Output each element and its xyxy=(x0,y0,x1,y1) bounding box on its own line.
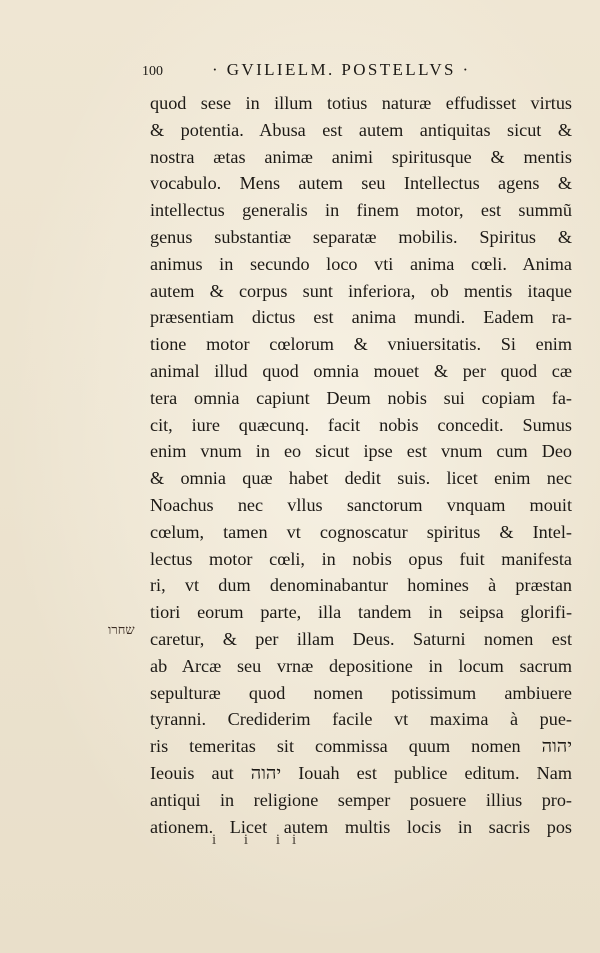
text-line: cit, iure quæcunq. facit nobis concedit. Sumus xyxy=(150,414,572,435)
text-line: nostra ætas animæ animi spiritusque & mentis xyxy=(150,146,572,167)
page-number: 100 xyxy=(142,64,163,79)
text-line: & omnia quæ habet dedit suis. licet enim nec xyxy=(150,468,572,489)
text-line: cœlum, tamen vt cognoscatur spiritus & Intel- xyxy=(150,521,572,542)
text-line: tiori eorum parte, illa tandem in seipsa glorifi- xyxy=(150,602,572,623)
text-line: tyranni. Crediderim facile vt maxima à pue- xyxy=(150,709,572,730)
text-line: intellectus generalis in finem motor, est summũ xyxy=(150,200,572,221)
text-line: vocabulo. Mens autem seu Intellectus agens & xyxy=(150,173,572,194)
text-line: lectus motor cœli, in nobis opus fuit manifesta xyxy=(150,548,572,569)
running-head: · GVILIELM. POSTELLVS · xyxy=(212,60,471,79)
text-line: animus in secundo loco vti anima cœli. Anima xyxy=(150,253,572,274)
text-line: animal illud quod omnia mouet & per quod cæ xyxy=(150,360,572,381)
page-header xyxy=(142,60,572,88)
text-line: tera omnia capiunt Deum nobis sui copiam fa- xyxy=(150,387,572,408)
text-line: Noachus nec vllus sanctorum vnquam mouit xyxy=(150,494,572,515)
text-line: ab Arcæ seu vrnæ depositione in locum sacrum xyxy=(150,655,572,676)
text-line: ationem. Licet autem multis locis in sacris pos xyxy=(150,816,572,837)
hebrew-margin-note: שחרו xyxy=(108,623,135,638)
text-line: antiqui in religione semper posuere illius pro- xyxy=(150,789,572,810)
text-line: quod sese in illum totius naturæ effudisset virtus xyxy=(150,93,572,113)
text-line: ris temeritas sit commissa quum nomen יהוה xyxy=(150,736,572,757)
text-line: & potentia. Abusa est autem antiquitas sicut & xyxy=(150,119,572,140)
text-line: tione motor cœlorum & vniuersitatis. Si enim xyxy=(150,334,572,355)
text-line: autem & corpus sunt inferiora, ob mentis itaque xyxy=(150,280,572,301)
text-line: enim vnum in eo sicut ipse est vnum cum Deo xyxy=(150,441,572,462)
text-line: caretur, & per illam Deus. Saturni nomen est xyxy=(150,628,572,649)
text-line: præsentiam dictus est anima mundi. Eadem ra- xyxy=(150,307,572,328)
text-block xyxy=(150,90,572,840)
text-line: sepulturæ quod nomen potissimum ambiuere xyxy=(150,682,572,703)
text-line: genus substantiæ separatæ mobilis. Spiritus & xyxy=(150,226,572,247)
text-line: ri, vt dum denominabantur homines à præstan xyxy=(150,575,572,596)
signature-mark: i i ii xyxy=(212,832,309,848)
text-line: Ieouis aut יהוה Iouah est publice editum. Nam xyxy=(150,762,572,783)
